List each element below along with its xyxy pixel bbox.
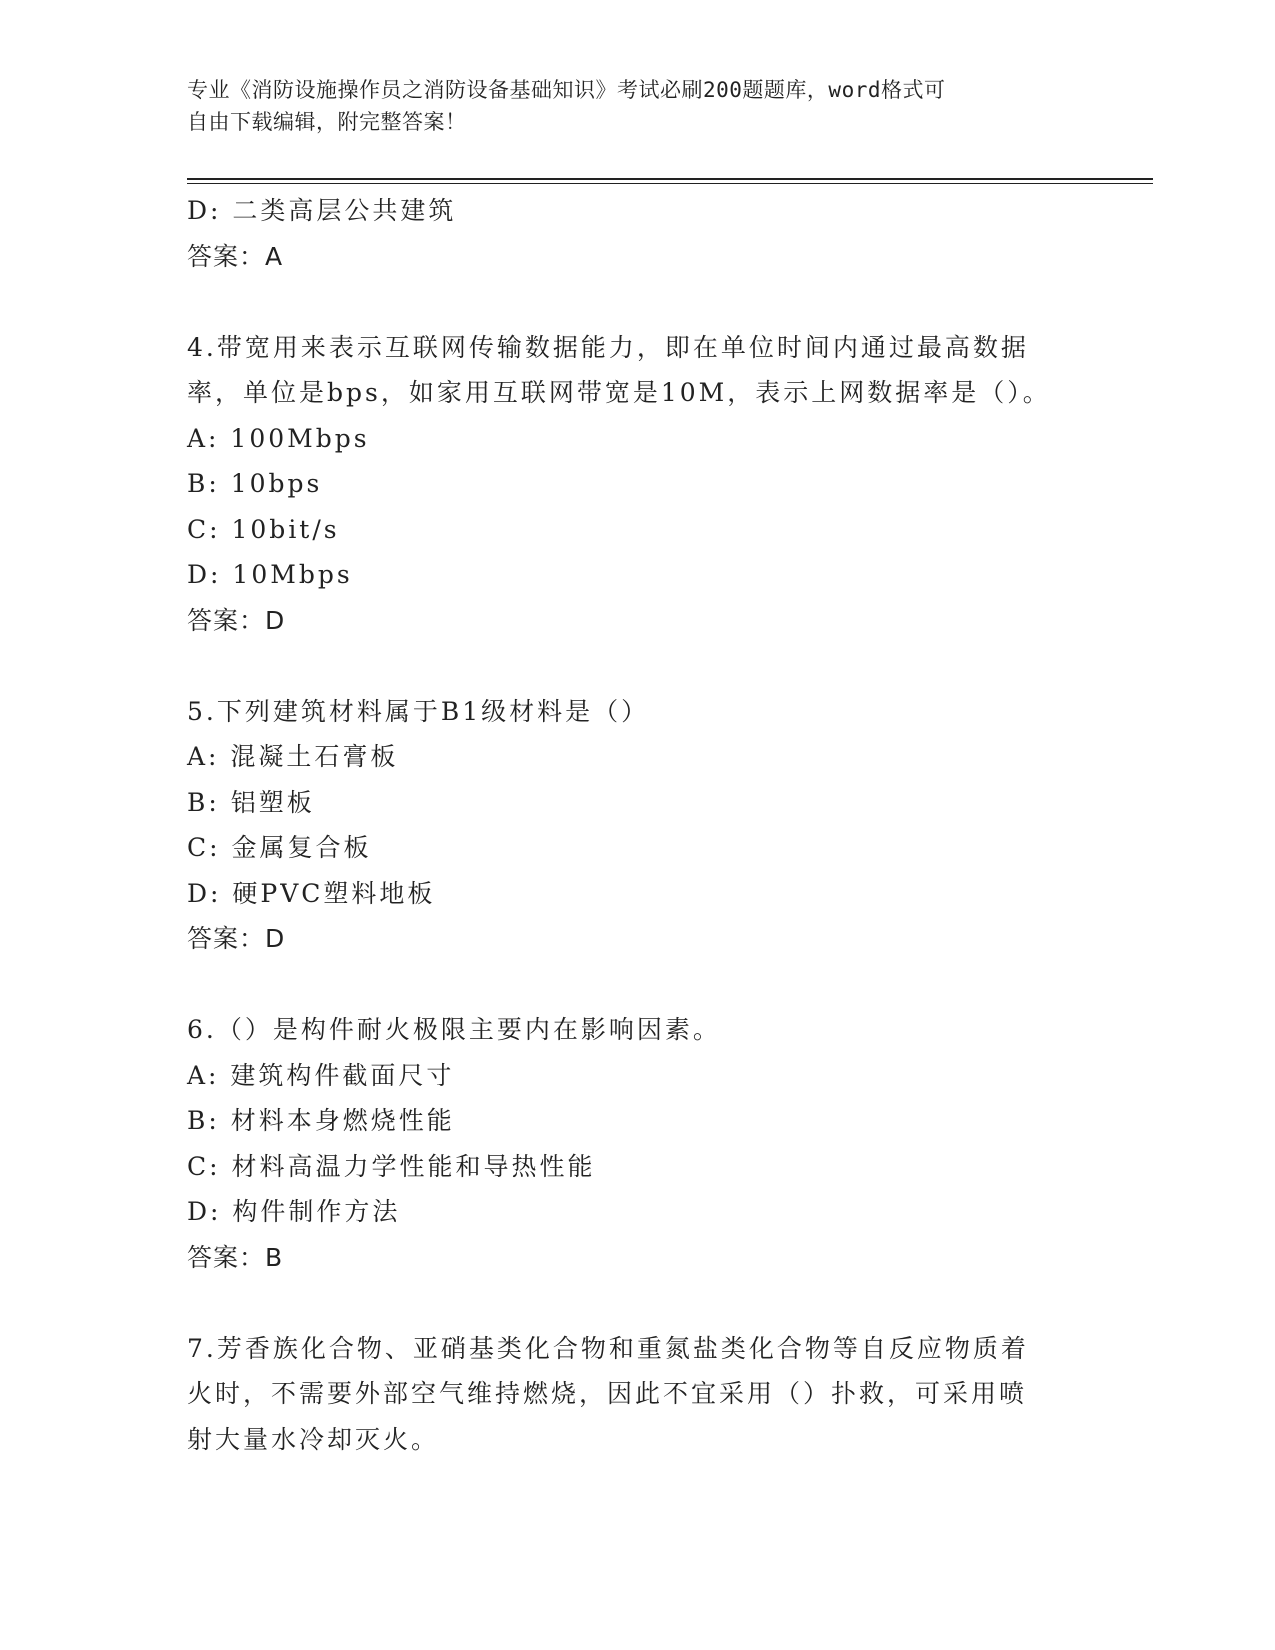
option-b: B: 铝塑板 — [187, 787, 315, 817]
header-divider-thick — [187, 178, 1153, 180]
spacer — [187, 643, 1087, 689]
option-b: B: 10bps — [187, 469, 323, 498]
question-stem: 4.带宽用来表示互联网传输数据能力，即在单位时间内通过最高数据 — [187, 332, 1029, 362]
option-d: D: 二类高层公共建筑 — [187, 196, 457, 225]
question-stem: 火时，不需要外部空气维持燃烧，因此不宜采用（）扑救，可采用喷 — [187, 1379, 1028, 1408]
question-6 — [187, 1007, 1087, 1280]
option-c: C: 金属复合板 — [187, 833, 372, 862]
header-line-2: 自由下载编辑，附完整答案！ — [187, 110, 467, 134]
question-stem: 6.（）是构件耐火极限主要内在影响因素。 — [187, 1015, 721, 1044]
spacer — [187, 279, 1087, 325]
question-stem: 射大量水冷却灭火。 — [187, 1424, 440, 1454]
option-c: C: 材料高温力学性能和导热性能 — [187, 1151, 596, 1181]
document-header — [187, 74, 1067, 138]
option-d: D: 硬PVC塑料地板 — [187, 878, 436, 908]
option-a: A: 100Mbps — [187, 423, 370, 453]
question-stem: 5.下列建筑材料属于B1级材料是（） — [187, 696, 650, 726]
question-7 — [187, 1326, 1087, 1463]
header-divider-thin — [187, 183, 1153, 184]
option-c: C: 10bit/s — [187, 514, 340, 544]
answer: 答案：D — [187, 605, 286, 635]
question-3-tail — [187, 188, 1087, 279]
answer: 答案：B — [187, 1242, 284, 1272]
spacer — [187, 962, 1087, 1008]
question-5 — [187, 689, 1087, 962]
option-d: D: 10Mbps — [187, 560, 353, 589]
question-stem: 7.芳香族化合物、亚硝基类化合物和重氮盐类化合物等自反应物质着 — [187, 1333, 1029, 1363]
answer: 答案：D — [187, 924, 286, 953]
question-4 — [187, 325, 1087, 644]
question-list — [187, 188, 1087, 1462]
header-line-1: 专业《消防设施操作员之消防设备基础知识》考试必刷200题题库，word格式可 — [187, 78, 946, 102]
option-a: A: 建筑构件截面尺寸 — [187, 1060, 455, 1090]
option-d: D: 构件制作方法 — [187, 1197, 401, 1226]
answer: 答案：A — [187, 241, 284, 271]
option-a: A: 混凝土石膏板 — [187, 742, 399, 771]
option-b: B: 材料本身燃烧性能 — [187, 1106, 455, 1135]
question-stem: 率，单位是bps，如家用互联网带宽是10M，表示上网数据率是（）。 — [187, 378, 1051, 407]
spacer — [187, 1280, 1087, 1326]
